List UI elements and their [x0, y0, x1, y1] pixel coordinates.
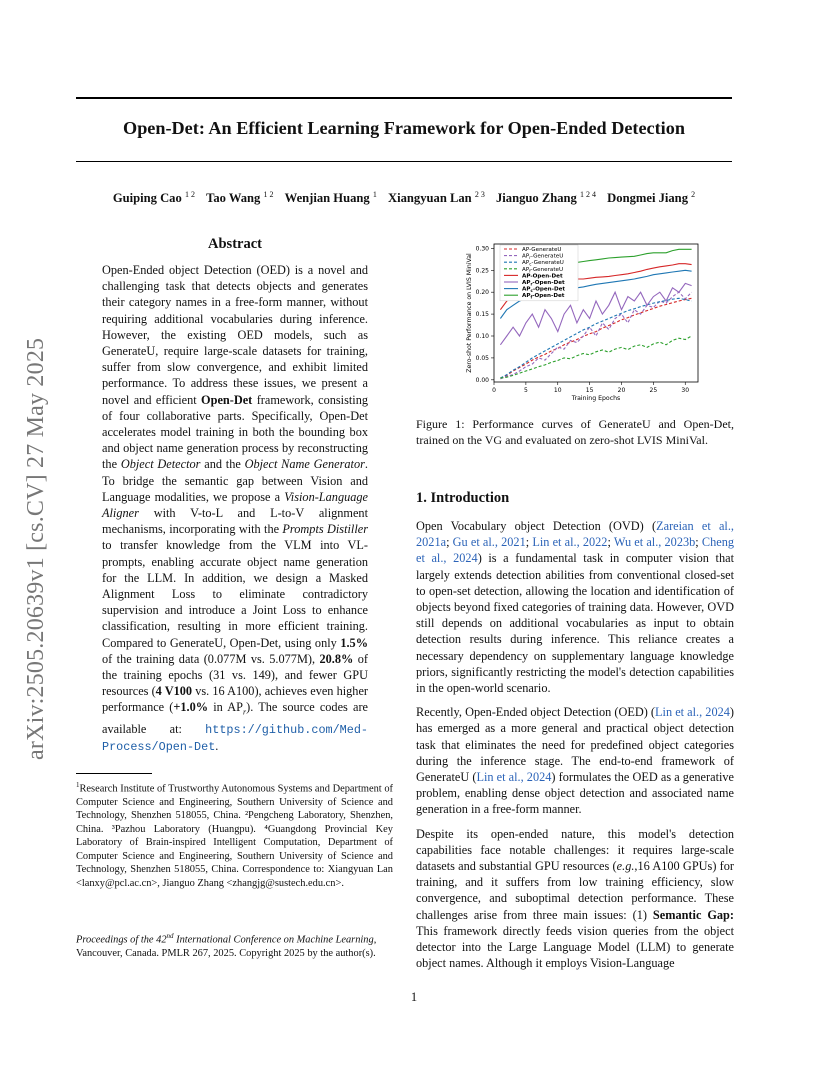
- figure-1-caption: Figure 1: Performance curves of GenerateU and Open-Det, trained on the VG and evaluated on zero-shot LVIS MiniVal.: [416, 417, 734, 447]
- x-tick-label: 25: [649, 387, 658, 394]
- source-code-link[interactable]: https://github.com/Med-Process/Open-Det: [102, 723, 368, 755]
- introduction-body: [416, 518, 734, 979]
- x-tick-label: 15: [585, 387, 594, 394]
- y-axis-label: Zero-shot Performance on LVIS MiniVal: [466, 253, 473, 373]
- x-tick-label: 0: [492, 387, 496, 394]
- author-4: Xiangyuan Lan $^{2 3}$: [388, 190, 485, 206]
- series-line: [500, 292, 691, 379]
- x-axis-label: Training Epochs: [571, 395, 621, 402]
- author-1: Guiping Cao $^{1 2}$: [112, 190, 195, 206]
- author-6: Dongmei Jiang $^2$: [607, 190, 696, 206]
- page-number: 1: [410, 990, 418, 1004]
- intro-paragraph-2: Recently, Open-Ended object Detection (OED) (Lin et al., 2024) has emerged as a more general and practical object detection task that eliminates the need for predefined object categories during the inference stage. The end-to-end framework of GenerateU (Lin et al., 2024) formulates the OED as a generative problem, enabling dense object detection and associated name generation in a free-form manner.: [416, 705, 735, 817]
- citation-link[interactable]: Cheng et al., 2024: [416, 535, 734, 566]
- citation-link[interactable]: Lin et al., 2024: [655, 705, 730, 720]
- y-tick-label: 0.30: [475, 245, 489, 253]
- citation-link[interactable]: Gu et al., 2021: [452, 535, 526, 550]
- affiliations-footnote: $^1$Research Institute of Trustworthy Autonomous Systems and Department of Computer Science and Engineering, Southern University of Science and Technology, Shenzhen 518055, China. ²Pengcheng Laboratory, Shenzhen, China. ³Pazhou Laboratory (Huangpu). ⁴Guangdong Provincial Key Laboratory of Brain-inspired Intelligent Computation, Department of Computer Science and Engineering, Southern University of Science and Technology, Shenzhen 518055, China. Correspondence to: Xiangyuan Lan <lanxy@pcl.ac.cn>, Jianguo Zhang <zhangjg@sustech.edu.cn>.: [76, 781, 393, 889]
- x-tick-label: 20: [617, 387, 626, 394]
- series-line: [500, 298, 691, 378]
- author-2: Tao Wang $^{1 2}$: [206, 190, 274, 206]
- figure-1-chart: [462, 238, 702, 406]
- introduction-heading: 1. Introduction: [416, 490, 510, 506]
- legend-label: $AP_r$-GenerateU: [522, 253, 564, 261]
- series-line: [500, 336, 691, 378]
- y-tick-label: 0.25: [475, 267, 489, 275]
- footnote-rule: [76, 773, 152, 774]
- citation-link[interactable]: Lin et al., 2022: [532, 535, 608, 550]
- y-tick-label: 0.00: [475, 376, 489, 384]
- legend-label: $AP_c$-GenerateU: [522, 260, 564, 267]
- legend-label: AP-Open-Det: [522, 273, 563, 280]
- author-list: [76, 190, 732, 206]
- proceedings-note: Proceedings of the 42nd International Conference on Machine Learning, Vancouver, Canada. PMLR 267, 2025. Copyright 2025 by the author(s).: [76, 932, 377, 959]
- citation-link[interactable]: Zareian et al., 2021a: [416, 519, 734, 550]
- y-tick-label: 0.20: [475, 289, 489, 297]
- legend-label: $AP_f$-GenerateU: [522, 266, 564, 274]
- legend-label: $AP_f-Open$-Det: [522, 293, 565, 300]
- arxiv-identifier: arXiv:2505.20639v1 [cs.CV] 27 May 2025: [23, 337, 49, 760]
- author-5: Jianguo Zhang $^{1 2 4}$: [496, 190, 597, 206]
- citation-link[interactable]: Lin et al., 2024: [476, 770, 552, 785]
- title-top-rule: [76, 97, 732, 99]
- author-3: Wenjian Huang $^1$: [284, 190, 377, 206]
- x-tick-label: 5: [523, 387, 528, 394]
- legend-label: $AP_c-Open$-Det: [522, 286, 566, 294]
- intro-paragraph-1: Open Vocabulary object Detection (OVD) (Zareian et al., 2021a; Gu et al., 2021; Lin et al., 2022; Wu et al., 2023b; Cheng et al., 2024) is a fundamental task in computer vision that largely extends detection abilities from conventional closed-set to open-set detection, allowing the location and identification of objects beyond fixed categories of training data. However, OVD still depends on additional vocabularies as input to obtain detection results during inference. This reliance creates a necessary dependency on supplementary language knowledge priors, significantly restricting the model's detection capabilities in the open-world scenario.: [416, 519, 734, 696]
- x-tick-label: 10: [553, 387, 562, 394]
- legend-label: $AP_r-Open$-Det: [522, 280, 565, 287]
- performance-line-chart: [462, 238, 702, 406]
- x-tick-label: 30: [681, 387, 690, 394]
- intro-paragraph-3: Despite its open-ended nature, this model's detection capabilities face notable challenges: it requires large-scale datasets and substantial GPU resources (e.g.,16 A100 GPUs) for training, and it suffers from low training efficiency, slow convergence, and suboptimal detection performance. These challenges arise from three main issues: (1) Semantic Gap: This framework directly feeds vision queries from the object detector into the Large Language Model (LLM) to generate object names. Although it employs Vision-Language: [416, 826, 735, 971]
- y-tick-label: 0.15: [475, 311, 489, 319]
- paper-title: Open-Det: An Efficient Learning Framework for Open-Ended Detection: [123, 118, 685, 138]
- legend-label: AP-GenerateU: [522, 247, 562, 253]
- citation-link[interactable]: Wu et al., 2023b: [613, 535, 696, 550]
- abstract-heading: Abstract: [208, 236, 262, 252]
- abstract-body: Open-Ended object Detection (OED) is a novel and challenging task that detects objects and generates their category names in a free-form manner, without requiring additional vocabularies during inference. However, the existing OED models, such as GenerateU, require large-scale datasets for training, suffer from slow convergence, and exhibit limited performance. To address these issues, we present a novel and efficient Open-Det framework, consisting of four collaborative parts. Specifically, Open-Det accelerates model training in both the bounding box and object name generation process by reconstructing the Object Detector and the Object Name Generator. To bridge the semantic gap between Vision and Language modalities, we propose a Vision-Language Aligner with V-to-L and L-to-V alignment mechanisms, incorporating with the Prompts Distiller to transfer knowledge from the VLM into VL-prompts, enabling accurate object name generation for the LLM. In addition, we design a Masked Alignment Loss to eliminate contradictory supervision and introduce a Joint Loss to enhance classification, resulting in more efficient training. Compared to GenerateU, Open-Det, using only 1.5% of the training data (0.077M vs. 5.077M), 20.8% of the training epochs (31 vs. 149), and fewer GPU resources (4 V100 vs. 16 A100), achieves even higher performance (+1.0% in $AP_r$). The source codes are available at: https://github.com/Med-Process/Open-Det.: [102, 263, 369, 755]
- series-line: [500, 298, 691, 378]
- y-tick-label: 0.05: [475, 354, 489, 362]
- y-tick-label: 0.10: [475, 333, 489, 340]
- title-bottom-rule: [76, 161, 732, 162]
